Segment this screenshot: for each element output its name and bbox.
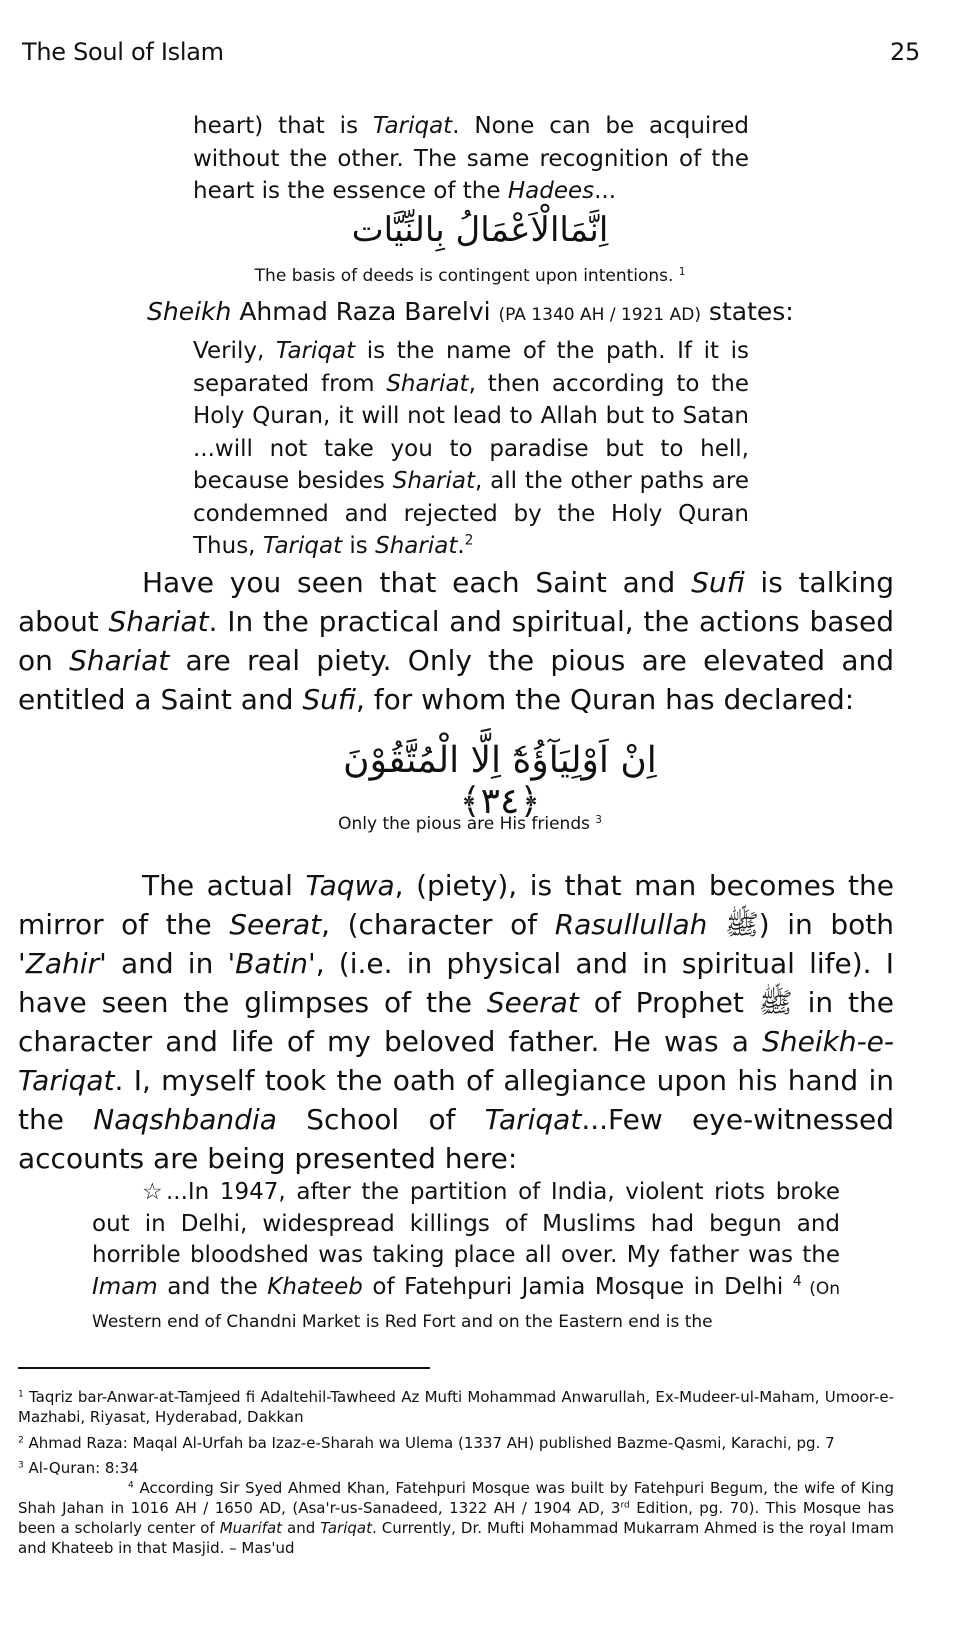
quote-tariqat-hadees: heart) that is Tariqat. None can be acquired without the other. The same recognition of the heart is the essence of the Hadees... (193, 113, 749, 204)
page-number: 25 (890, 38, 920, 66)
salutation-symbol: ﷺ (707, 908, 759, 941)
arabic-hadith: اِنَّمَاالْاَعْمَالُ بِالنِّيَّات (351, 210, 609, 250)
statement-heading: Sheikh Ahmad Raza Barelvi (PA 1340 AH / 1921 AD) states: (147, 297, 794, 326)
paragraph-saints: Have you seen that each Saint and Sufi is talking about Shariat. In the practical and spiritual, the actions based on Shariat are real piety. Only the pious are elevated and entitled a Saint and Sufi, for whom the Quran has declared: (18, 566, 894, 716)
footnote-4: $^4$ According Sir Syed Ahmed Khan, Fatehpuri Mosque was built by Fatehpuri Begum, the wife of King Shah Jahan in 1016 AH / 1650 AD, (Asa'r-us-Sanadeed, 1322 AH / 1904 AD, 3rd Edition, pg. 70). This Mosque has been a scholarly center of Muarifat and Tariqat. Currently, Dr. Mufti Mohammad Mukarram Ahmed is the royal Imam and Khateeb in that Masjid. – Mas'ud (18, 1479, 895, 1557)
footnote-3: $^3$ Al-Quran: 8:34 (18, 1459, 139, 1477)
paragraph-taqwa: The actual Taqwa, (piety), is that man becomes the mirror of the Seerat, (character of Rasullullah ﷺ) in both 'Zahir' and in 'Batin', (i.e. in physical and in spiritual life). I have seen the glimpses of the Seerat of Prophet ﷺ in the character and life of my beloved father. He was a Sheikh-e-Tariqat. I, myself took the oath of allegiance upon his hand in the Naqshbandia School of Tariqat...Few eye-witnessed accounts are being presented here: (18, 869, 895, 1175)
footnote-ref-2: 2 (464, 532, 474, 549)
running-header-title: The Soul of Islam (22, 38, 224, 66)
footnote-ref-1: 1 (678, 266, 686, 278)
account-1947: ☆...In 1947, after the partition of India, violent riots broke out in Delhi, widespread killings of Muslims had begun and horrible bloodshed was taking place all over. My father was the Imam and the Khateeb of Fatehpuri Jamia Mosque in Delhi $^4$ (On Western end of Chandni Market is Red Fort and on the Eastern end is the (92, 1179, 840, 1332)
salutation-symbol: ﷺ (743, 986, 793, 1019)
star-icon: ☆ (142, 1179, 166, 1205)
footnote-divider (18, 1367, 430, 1369)
quote-barelvi: Verily, Tariqat is the name of the path. If it is separated from Shariat, then according to the Holy Quran, it will not lead to Allah but to Satan ...will not take you to paradise but to hell, because besides Shariat, all the other paths are condemned and rejected by the Holy Quran Thus, Tariqat is Shariat.$^2$ (193, 338, 750, 559)
arabic-quran-verse: اِنْ اَوْلِيَآؤُهٗٓ اِلَّا الْمُتَّقُوْنَ ﴿٣٤﴾ (343, 740, 657, 822)
footnote-2: $^2$ Ahmad Raza: Maqal Al-Urfah ba Izaz-e-Sharah wa Ulema (1337 AH) published Bazme-Qasmi, Karachi, pg. 7 (18, 1434, 835, 1452)
footnote-1: $^1$ Taqriz bar-Anwar-at-Tamjeed fi Adaltehil-Tawheed Az Mufti Mohammad Anwarullah, Ex-Mudeer-ul-Maham, Umoor-e-Mazhabi, Riyasat, Hyderabad, Dakkan (18, 1388, 894, 1426)
footnote-ref-3: 3 (595, 814, 602, 826)
verse-translation: Only the pious are His friends $^3$ (338, 814, 602, 834)
hadith-translation: The basis of deeds is contingent upon intentions. $^1$ (254, 266, 686, 286)
footnote-ref-4: 4 (792, 1273, 802, 1290)
